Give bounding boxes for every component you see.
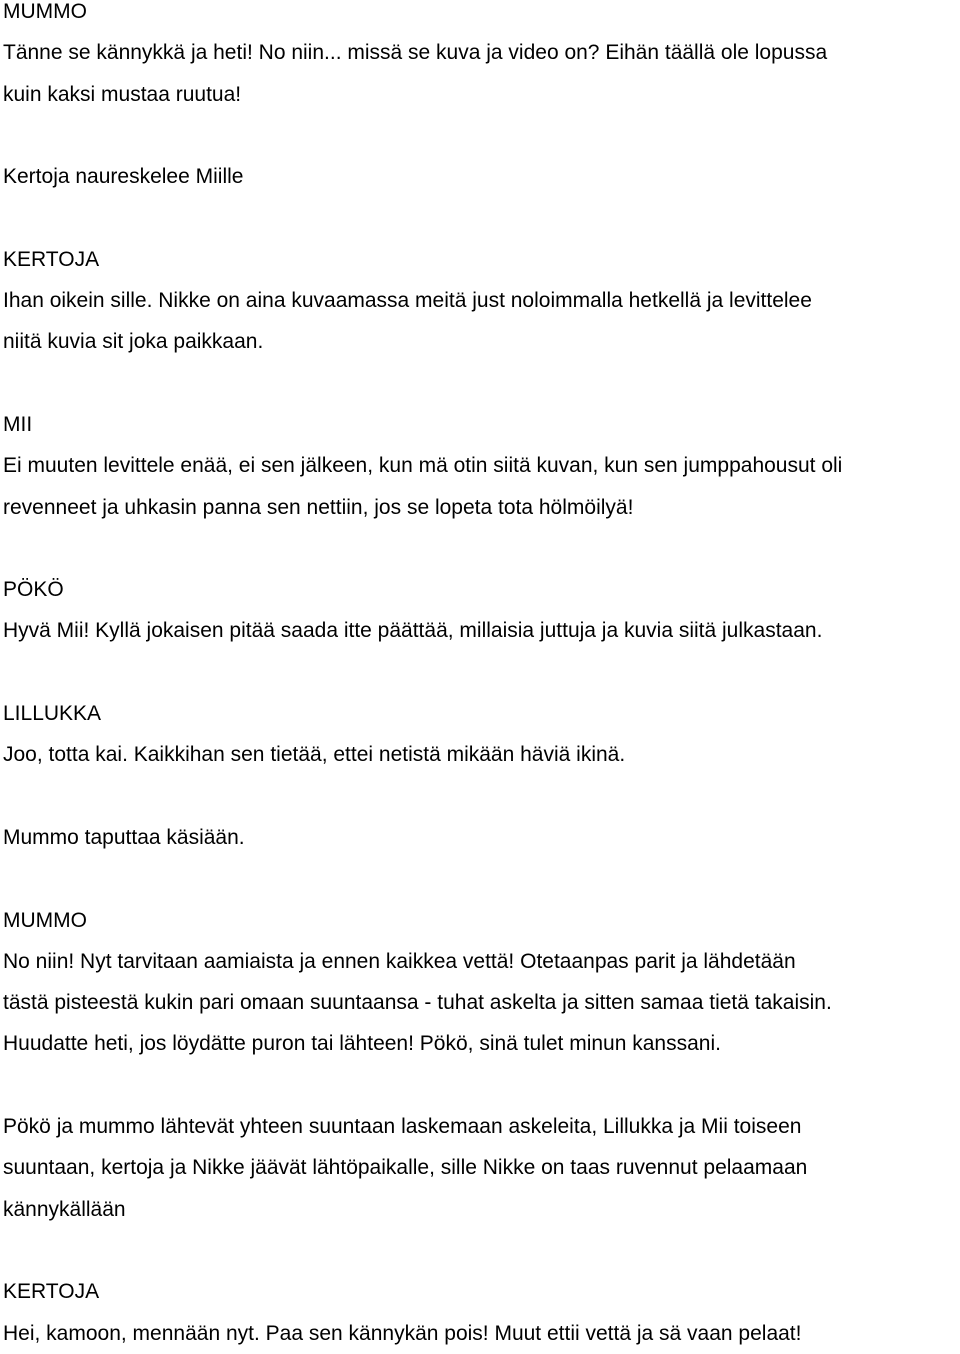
- dialogue-line: Hyvä Mii! Kyllä jokaisen pitää saada itte päättää, millaisia juttuja ja kuvia siitä julkastaan.: [3, 619, 823, 643]
- dialogue-line: revenneet ja uhkasin panna sen nettiin, jos se lopeta tota hölmöilyä!: [3, 495, 634, 519]
- dialogue-line: Hei, kamoon, mennään nyt. Paa sen kännykän pois! Muut ettii vettä ja sä vaan pelaat!: [3, 1321, 802, 1345]
- dialogue-line: No niin! Nyt tarvitaan aamiaista ja ennen kaikkea vettä! Otetaanpas parit ja lähdetään: [3, 949, 796, 973]
- spacer: [3, 115, 955, 156]
- dialogue-line: Huudatte heti, jos löydätte puron tai lähteen! Pökö, sinä tulet minun kanssani.: [3, 1032, 721, 1056]
- dialogue-line: niitä kuvia sit joka paikkaan.: [3, 330, 264, 354]
- stage-direction: suuntaan, kertoja ja Nikke jäävät lähtöpaikalle, sille Nikke on taas ruvennut pelaamaan: [3, 1156, 808, 1180]
- stage-direction: Mummo taputtaa käsiään.: [3, 825, 245, 849]
- stage-direction: Kertoja naureskelee Miille: [3, 165, 244, 189]
- speaker-name: MUMMO: [3, 0, 87, 23]
- spacer: [3, 652, 955, 693]
- spacer: [3, 363, 955, 404]
- speaker-name: MUMMO: [3, 908, 87, 932]
- dialogue-line: Joo, totta kai. Kaikkihan sen tietää, ettei netistä mikään häviä ikinä.: [3, 743, 626, 767]
- spacer: [3, 858, 955, 899]
- speaker-name: KERTOJA: [3, 1280, 100, 1304]
- speaker-name: LILLUKKA: [3, 702, 102, 726]
- spacer: [3, 528, 955, 569]
- dialogue-line: Ei muuten levittele enää, ei sen jälkeen, kun mä otin siitä kuvan, kun sen jumppahousut oli: [3, 454, 843, 478]
- speaker-name: KERTOJA: [3, 247, 100, 271]
- speaker-name: MII: [3, 412, 33, 436]
- dialogue-line: kuin kaksi mustaa ruutua!: [3, 82, 242, 106]
- speaker-name: PÖKÖ: [3, 578, 64, 602]
- dialogue-line: tästä pisteestä kukin pari omaan suuntaansa - tuhat askelta ja sitten samaa tietä takaisin.: [3, 991, 832, 1015]
- script-page: [3, 0, 955, 1354]
- spacer: [3, 197, 955, 238]
- spacer: [3, 776, 955, 817]
- stage-direction: kännykällään: [3, 1197, 126, 1221]
- dialogue-line: Ihan oikein sille. Nikke on aina kuvaamassa meitä just noloimmalla hetkellä ja levittelee: [3, 289, 812, 313]
- spacer: [3, 1065, 955, 1106]
- stage-direction: Pökö ja mummo lähtevät yhteen suuntaan laskemaan askeleita, Lillukka ja Mii toiseen: [3, 1115, 802, 1139]
- dialogue-line: Tänne se kännykkä ja heti! No niin... missä se kuva ja video on? Eihän täällä ole lopussa: [3, 41, 828, 65]
- spacer: [3, 1230, 955, 1271]
